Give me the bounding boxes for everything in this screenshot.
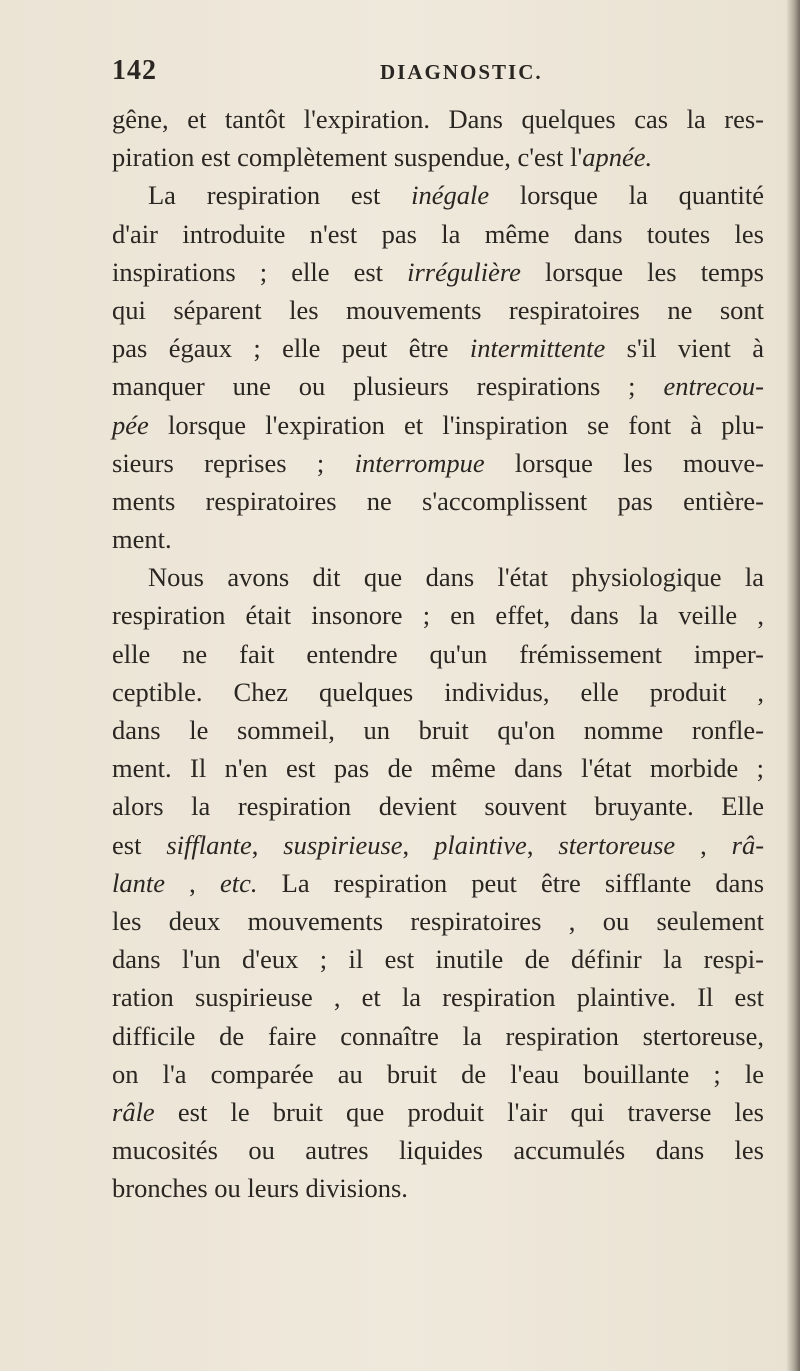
- running-head: DIAGNOSTIC.: [380, 60, 543, 84]
- text-line: [112, 1169, 764, 1207]
- text-line: [112, 367, 764, 405]
- text-line: [112, 826, 764, 864]
- italic-term: etc.: [219, 867, 258, 898]
- text-run: dans l'un d'eux ; il est inutile de définir la respi-: [112, 944, 764, 975]
- text-run: ,: [402, 829, 435, 860]
- text-run: manquer une ou plusieurs respirations ;: [112, 371, 664, 402]
- italic-term: râle: [112, 1096, 155, 1127]
- text-line: [112, 138, 764, 176]
- text-line: [112, 444, 764, 482]
- text-line: [112, 1131, 764, 1169]
- text-line: [112, 291, 764, 329]
- text-line: [112, 558, 764, 596]
- italic-term: inégale: [411, 180, 490, 211]
- text-run: ration suspirieuse , et la respiration plaintive. Il est: [112, 982, 764, 1013]
- text-run: piration est complètement suspendue, c'est l': [112, 142, 583, 173]
- page-edge-shadow: [786, 0, 800, 1371]
- italic-term: sifflante: [166, 829, 252, 860]
- text-line: [112, 673, 764, 711]
- text-line: [112, 596, 764, 634]
- text-run: gêne, et tantôt l'expiration. Dans quelques cas la res-: [112, 104, 764, 134]
- text-run: ceptible. Chez quelques individus, elle produit ,: [112, 676, 764, 707]
- text-run: ments respiratoires ne s'accomplissent pas entière-: [112, 485, 764, 516]
- text-run: ,: [165, 867, 220, 898]
- text-run: lorsque les mouve-: [484, 447, 764, 478]
- text-line: [112, 635, 764, 673]
- text-run: est: [112, 829, 167, 860]
- text-line: [112, 100, 764, 138]
- page-header: [112, 55, 752, 91]
- text-run: ,: [526, 829, 559, 860]
- text-run: La respiration est: [148, 180, 412, 211]
- italic-term: plaintive: [434, 829, 527, 860]
- text-run: lorsque la quantité: [489, 180, 764, 211]
- text-line: [112, 711, 764, 749]
- text-line: [112, 1055, 764, 1093]
- text-line: [112, 215, 764, 253]
- text-run: ,: [675, 829, 732, 860]
- text-line: [112, 902, 764, 940]
- text-run: sieurs reprises ;: [112, 447, 355, 478]
- body-text: [112, 100, 764, 1207]
- text-run: mucosités ou autres liquides accumulés dans les: [112, 1135, 764, 1166]
- text-line: [112, 940, 764, 978]
- text-run: on l'a comparée au bruit de l'eau bouillante ; le: [112, 1058, 764, 1089]
- text-line: [112, 749, 764, 787]
- italic-term: apnée.: [582, 142, 653, 173]
- text-run: lorsque l'expiration et l'inspiration se font à plu-: [148, 409, 764, 440]
- text-run: ment. Il n'en est pas de même dans l'état morbide ;: [112, 753, 764, 784]
- text-line: [112, 329, 764, 367]
- text-line: [112, 1017, 764, 1055]
- text-line: [112, 520, 764, 558]
- text-run: ,: [251, 829, 284, 860]
- text-line: [112, 176, 764, 214]
- text-run: alors la respiration devient souvent bruyante. Elle: [112, 791, 764, 822]
- text-run: inspirations ; elle est: [112, 256, 408, 287]
- italic-term: suspirieuse: [283, 829, 403, 860]
- text-run: Nous avons dit que dans l'état physiologique la: [148, 562, 764, 593]
- text-run: La respiration peut être sifflante dans: [257, 867, 765, 898]
- text-line: [112, 253, 764, 291]
- text-run: qui séparent les mouvements respiratoires ne sont: [112, 294, 764, 325]
- text-run: dans le sommeil, un bruit qu'on nomme ronfle-: [112, 715, 764, 745]
- text-run: bronches ou leurs divisions.: [112, 1173, 408, 1204]
- text-run: les deux mouvements respiratoires , ou seulement: [112, 905, 764, 936]
- text-line: [112, 864, 764, 902]
- text-run: est le bruit que produit l'air qui traverse les: [154, 1096, 764, 1127]
- text-run: d'air introduite n'est pas la même dans toutes les: [112, 218, 764, 249]
- italic-term: irrégulière: [407, 256, 521, 287]
- italic-term: râ-: [731, 829, 765, 860]
- text-run: difficile de faire connaître la respiration stertoreuse,: [112, 1020, 764, 1051]
- text-line: [112, 978, 764, 1016]
- italic-term: intermittente: [469, 333, 606, 364]
- text-run: elle ne fait entendre qu'un frémissement imper-: [112, 638, 764, 669]
- text-run: lorsque les temps: [520, 256, 764, 287]
- text-run: pas égaux ; elle peut être: [112, 333, 470, 364]
- text-line: [112, 1093, 764, 1131]
- text-run: ment.: [112, 524, 172, 555]
- italic-term: lante: [112, 867, 165, 898]
- italic-term: interrompue: [354, 447, 485, 478]
- text-line: [112, 787, 764, 825]
- text-line: [112, 406, 764, 444]
- text-line: [112, 482, 764, 520]
- italic-term: pée: [112, 409, 149, 440]
- text-run: respiration était insonore ; en effet, dans la veille ,: [112, 600, 764, 631]
- italic-term: entrecou-: [663, 371, 764, 402]
- page-number: 142: [112, 55, 157, 86]
- text-run: s'il vient à: [605, 333, 764, 364]
- italic-term: stertoreuse: [558, 829, 676, 860]
